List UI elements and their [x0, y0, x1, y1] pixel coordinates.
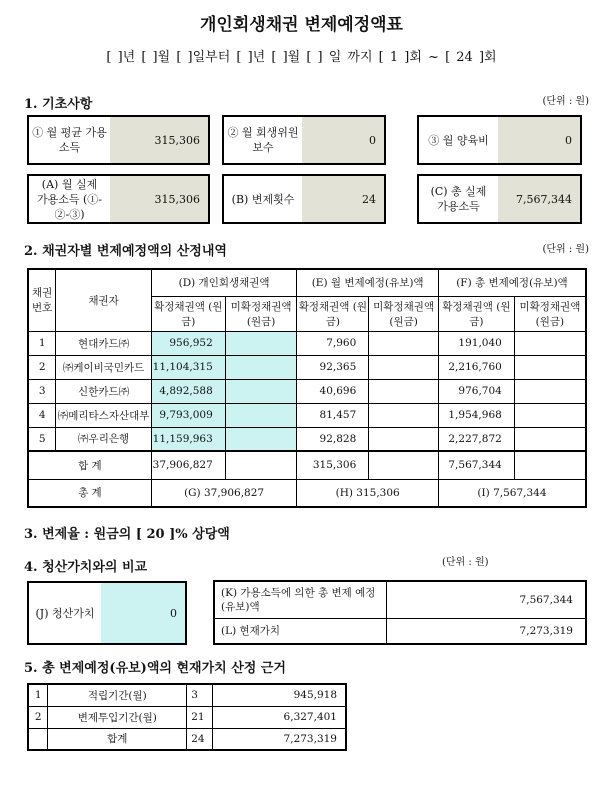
- monthly-income-value: 315,306: [110, 117, 208, 163]
- k-label: (K) 가용소득에 의한 총 변제 예정(유보)액: [214, 581, 387, 618]
- present-value-table: [27, 683, 347, 751]
- row-d-unconfirmed: [225, 379, 297, 403]
- header-no: 채권 번호: [28, 269, 56, 331]
- creditor-table: [27, 268, 587, 508]
- child-support-box: [417, 115, 582, 165]
- row-f-unconfirmed: [514, 331, 586, 355]
- k-value: 7,567,344: [387, 581, 586, 618]
- table-row: [28, 403, 586, 427]
- unit-label-4: (단위 : 원): [442, 557, 489, 568]
- row-e-unconfirmed: [369, 379, 439, 403]
- l-value: 7,273,319: [387, 618, 586, 644]
- pv-sum-row: [28, 728, 346, 750]
- table-row: [28, 427, 586, 451]
- subheader-e-confirmed: 확정채권액 (원금): [297, 296, 369, 331]
- row-e-unconfirmed: [369, 331, 439, 355]
- pv-row-amount: 945,918: [213, 684, 346, 706]
- row-d-unconfirmed: [225, 403, 297, 427]
- row-no: 3: [28, 379, 56, 403]
- sum-e: 315,306: [297, 451, 369, 479]
- subheader-e-unconfirmed: 미확정채권액 (원금): [369, 296, 439, 331]
- header-e: (E) 월 변제예정(유보)액: [297, 269, 439, 296]
- row-f-confirmed: 2,227,872: [438, 427, 514, 451]
- child-support-label: ③ 월 양육비: [428, 133, 489, 147]
- row-creditor: ㈜케이비국민카드: [56, 355, 151, 379]
- row-d-confirmed: 11,159,963: [151, 427, 225, 451]
- total-income-value: 7,567,344: [498, 176, 580, 222]
- committee-fee-label: ② 월 회생위원보수: [227, 126, 299, 154]
- table-row: [28, 355, 586, 379]
- section5-heading: 5. 총 변제예정(유보)액의 현재가치 산정 근거: [24, 661, 286, 676]
- row-creditor: ㈜메리타스자산대부: [56, 403, 151, 427]
- subheader-f-unconfirmed: 미확정채권액 (원금): [514, 296, 586, 331]
- row-f-unconfirmed: [514, 403, 586, 427]
- row-e-unconfirmed: [369, 355, 439, 379]
- total-row: [28, 479, 586, 507]
- payment-count-value: 24: [302, 176, 384, 222]
- header-d: (D) 개인회생채권액: [151, 269, 297, 296]
- pv-row-no: 1: [28, 684, 48, 706]
- pv-row-label: 적립기간(월): [48, 684, 187, 706]
- section2-heading: 2. 채권자별 변제예정액의 산정내역: [24, 244, 227, 259]
- row-d-unconfirmed: [225, 331, 297, 355]
- total-h: (H) 315,306: [297, 479, 439, 507]
- sum-d: 37,906,827: [151, 451, 225, 479]
- payment-period: [ ]년 [ ]월 [ ]일부터 [ ]년 [ ]월 [ ] 일 까지 [ 1 ]회 ~ [ 24 ]회: [106, 50, 497, 65]
- section4-heading: 4. 청산가치와의 비교: [24, 560, 148, 575]
- subheader-d-confirmed: 확정채권액 (원금): [151, 296, 225, 331]
- sum-label: 합 계: [28, 451, 151, 479]
- liquidation-label: (J) 청산가치: [35, 606, 95, 620]
- row-e-confirmed: 7,960: [297, 331, 369, 355]
- liquidation-value: 0: [101, 583, 185, 643]
- l-label: (L) 현재가치: [214, 618, 387, 644]
- row-e-confirmed: 81,457: [297, 403, 369, 427]
- row-f-confirmed: 1,954,968: [438, 403, 514, 427]
- row-no: 1: [28, 331, 56, 355]
- subheader-f-confirmed: 확정채권액 (원금): [438, 296, 514, 331]
- liquidation-box: [27, 581, 187, 645]
- row-creditor: 신한카드㈜: [56, 379, 151, 403]
- pv-row-label: 변제투입기간(월): [48, 706, 187, 728]
- child-support-value: 0: [498, 117, 580, 163]
- actual-income-value: 315,306: [110, 176, 208, 222]
- unit-label-1: (단위 : 원): [542, 96, 589, 107]
- payment-count-box: [222, 174, 386, 224]
- pv-sum-label: 합계: [48, 728, 187, 750]
- pv-sum-count: 24: [187, 728, 213, 750]
- unit-label-2: (단위 : 원): [542, 244, 589, 255]
- section1-heading: 1. 기초사항: [24, 97, 93, 112]
- row-f-unconfirmed: [514, 379, 586, 403]
- total-label: 총 계: [28, 479, 151, 507]
- comparison-table: [213, 580, 587, 645]
- actual-income-label: (A) 월 실제 가용소득 (①-②-③): [36, 177, 102, 221]
- payment-count-label: (B) 변제횟수: [231, 192, 295, 206]
- row-e-confirmed: 40,696: [297, 379, 369, 403]
- total-i: (I) 7,567,344: [438, 479, 586, 507]
- table-row: [28, 331, 586, 355]
- row-f-confirmed: 2,216,760: [438, 355, 514, 379]
- committee-fee-box: [222, 115, 386, 165]
- row-e-unconfirmed: [369, 403, 439, 427]
- row-no: 4: [28, 403, 56, 427]
- row-no: 5: [28, 427, 56, 451]
- monthly-income-box: [27, 115, 210, 165]
- row-d-unconfirmed: [225, 355, 297, 379]
- actual-income-box: [27, 174, 210, 224]
- row-creditor: ㈜우리은행: [56, 427, 151, 451]
- row-e-confirmed: 92,365: [297, 355, 369, 379]
- table-row: [28, 379, 586, 403]
- pv-sum-amount: 7,273,319: [213, 728, 346, 750]
- row-d-confirmed: 956,952: [151, 331, 225, 355]
- row-f-confirmed: 191,040: [438, 331, 514, 355]
- row-creditor: 현대카드㈜: [56, 331, 151, 355]
- pv-row-count: 21: [187, 706, 213, 728]
- row-d-unconfirmed: [225, 427, 297, 451]
- total-g: (G) 37,906,827: [151, 479, 297, 507]
- row-f-unconfirmed: [514, 427, 586, 451]
- row-f-unconfirmed: [514, 355, 586, 379]
- sum-f: 7,567,344: [438, 451, 514, 479]
- row-no: 2: [28, 355, 56, 379]
- pv-row-no: 2: [28, 706, 48, 728]
- committee-fee-value: 0: [302, 117, 384, 163]
- page-title: 개인회생채권 변제예정액표: [200, 15, 403, 35]
- row-d-confirmed: 9,793,009: [151, 403, 225, 427]
- monthly-income-label: ① 월 평균 가용소득: [32, 126, 107, 154]
- section3-heading: 3. 변제율 : 원금의 [ 20 ]% 상당액: [24, 527, 230, 542]
- row-e-confirmed: 92,828: [297, 427, 369, 451]
- total-income-box: [417, 174, 582, 224]
- table-row: [28, 684, 346, 706]
- row-e-unconfirmed: [369, 427, 439, 451]
- total-income-label: (C) 총 실제 가용소득: [430, 185, 487, 213]
- header-creditor: 채권자: [56, 269, 151, 331]
- row-d-confirmed: 11,104,315: [151, 355, 225, 379]
- row-d-confirmed: 4,892,588: [151, 379, 225, 403]
- row-f-confirmed: 976,704: [438, 379, 514, 403]
- sum-row: [28, 451, 586, 479]
- header-f: (F) 총 변제예정(유보)액: [438, 269, 586, 296]
- pv-row-count: 3: [187, 684, 213, 706]
- pv-row-amount: 6,327,401: [213, 706, 346, 728]
- table-row: [28, 706, 346, 728]
- subheader-d-unconfirmed: 미확정채권액 (원금): [225, 296, 297, 331]
